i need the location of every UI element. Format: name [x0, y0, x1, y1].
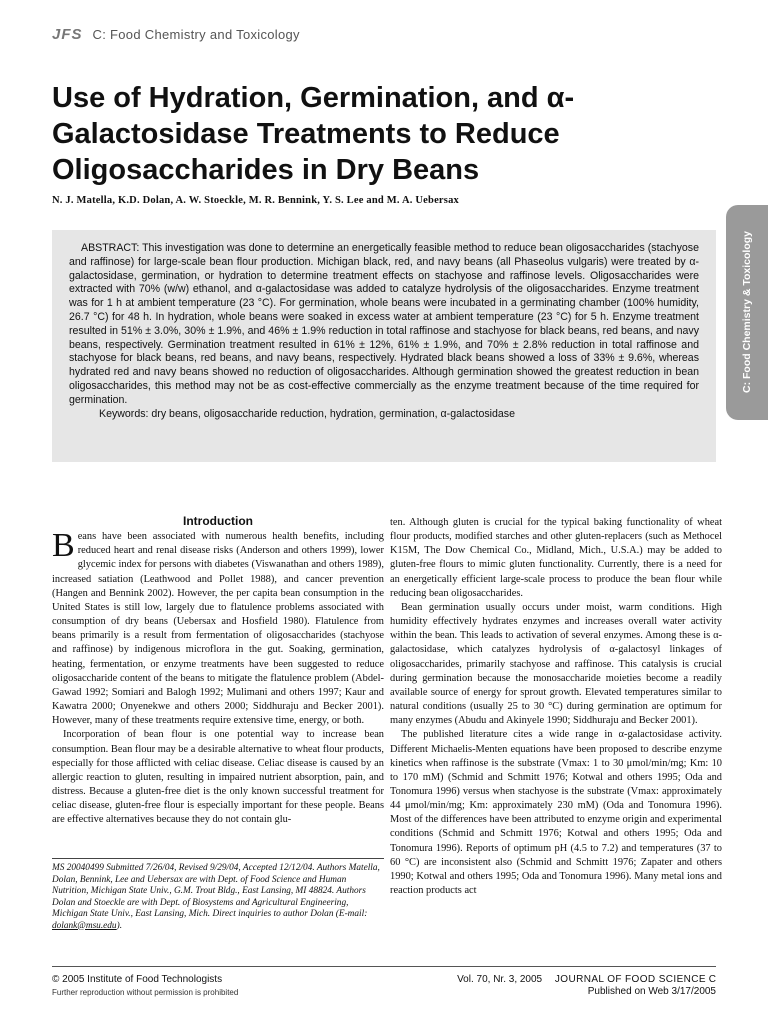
copyright-notice: © 2005 Institute of Food Technologists: [52, 974, 223, 985]
submission-footnote: [52, 858, 384, 932]
keywords: Keywords: dry beans, oligosaccharide reduction, hydration, germination, α-galactosidase: [99, 407, 515, 420]
author-email-link[interactable]: dolank@msu.edu: [52, 920, 117, 931]
section-side-tab: [726, 205, 768, 420]
body-paragraph: ten. Although gluten is crucial for the typical baking functionality of wheat flour products, modified starches and other gluten-replacers (such as Methocel K15M, The Dow Chemical Co., Midland, Mich., U.S.A.) may be added to gluten-free flours to mimic gluten functionality. Currently, there is a need for an energetically efficient large-scale process to produce the bean flour while reducing bean oligosaccharides.: [390, 517, 722, 599]
running-header: [52, 26, 300, 46]
side-tab-label: C: Food Chemistry & Toxicology: [741, 231, 753, 393]
body-paragraph: [52, 527, 384, 728]
footnote-text: MS 20040499 Submitted 7/26/04, Revised 9/29/04, Accepted 12/12/04. Authors Matella, Dolan, Bennink, Lee and Uebersax are with Dept. of Food Science and Human Nutrition, Michigan State Univ., G.M. Trout Bldg., East Lansing, MI 48824. Authors Dolan and Stoeckle are with Dept. of Biosystems and Agricultural Engineering, Michigan State Univ., East Lansing, Mich. Direct inquiries to author Dolan (E-mail:: [52, 863, 380, 919]
journal-logo: JFS: [52, 26, 83, 43]
left-column: [52, 514, 384, 827]
abstract-body: This investigation was done to determine an energetically feasible method to reduce bean oligosaccharides (stachyose and raffinose) for large-scale bean flour production. Michigan black, red, and navy beans (all Phaseolus vulgaris) were treated by α-galactosidase, germination, or hydration to determine treatment effects on stachyose and raffinose levels. Oligosaccharides were extracted with 70% (w/w) ethanol, and α-galactosidase was added to catalyze hydrolysis of the oligosaccharides. Enzyme treatment was for 1 h at ambient temperature (23 °C). For germination, whole beans were incubated in a germinating chamber (100% humidity, 26.7 °C) for 48 h. In hydration, whole beans were soaked in excess water at ambient temperature (23 °C) for 5 h. Enzyme treatment resulted in 51% ± 3.0%, 30% ± 1.9%, and 46% ± 1.9% reduction in total raffinose and stachyose for black beans, red beans, and navy beans, respectively. Germination treatment resulted in 61% ± 12%, 61% ± 1.9%, and 70% ± 2.8% reduction in total raffinose and stachyose for black beans, red beans, and navy beans, respectively. Hydrated black beans showed a loss of 33% ± 9.6%, whereas hydrated red and navy beans showed no reduction of oligosaccharides. Although germination showed the greatest reduction in bean oligosaccharides, this method may not be as cost-effective commercially as the enzyme treatment because of the time required for germination.: [69, 242, 699, 406]
reproduction-notice: Further reproduction without permission is prohibited: [52, 988, 239, 997]
abstract-label: ABSTRACT:: [81, 242, 140, 254]
article-title: Use of Hydration, Germination, and α-Galactosidase Treatments to Reduce Oligosaccharides in Dry Beans: [52, 82, 575, 186]
author-list: N. J. Matella, K.D. Dolan, A. W. Stoeckle, M. R. Bennink, Y. S. Lee and M. A. Uebersax: [52, 195, 459, 206]
footer-divider: [52, 966, 716, 967]
body-paragraph: The published literature cites a wide range in α-galactosidase activity. Different Michaelis-Menten equations have been proposed to describe enzyme kinetics when raffinose is the substrate (Vmax: 1 to 30 μmol/min/mg; Km: 10 to 170 mM) (Schmid and Schmitt 1976; Kotwal and others 1995; Oda and Tonomura 1996) versus when stachyose is the substrate (Vmax: approximately 44 μmol/min/mg; Km: approximately 230 mM) (Oda and Tonomura 1996). Most of the differences have been attributed to enzyme origin and experimental conditions (Schmid and Schmitt 1976; Kotwal and others 1995; Oda and Tonomura 1996). Reports of optimum pH (4.5 to 7.2) and temperatures (37 to 60 °C) are inconsistent also (Schmid and Schmitt 1976; Zapater and others 1990; Kotwal and others 1995; Oda and Tonomura 1996). Many metal ions and reaction products act: [390, 729, 722, 897]
abstract-box: [52, 230, 716, 462]
section-letter: C: [708, 974, 716, 985]
volume-info: Vol. 70, Nr. 3, 2005: [457, 974, 543, 985]
body-paragraph: Incorporation of bean flour is one potential way to increase bean consumption. Bean flour may be a desirable alternative to wheat flour products, especially for those afflicted with celiac disease. Celiac disease is caused by an allergic reaction to gluten, resulting in impaired nutrient absorption, pain, and distress. Because a gluten-free diet is the only known successful treatment for celiac disease, gluten-free flour is especially important for these people. Beans are effective alternatives because they do not contain glu-: [52, 729, 384, 826]
section-name: C: Food Chemistry and Toxicology: [92, 27, 300, 42]
abstract-text: [69, 242, 699, 408]
paragraph-text: eans have been associated with numerous health benefits, including reduced heart and renal disease risks (Anderson and others 1999), lower glycemic index for persons with diabetes (Viswanathan and others 1989), increased satiation (Leathwood and Pollet 1988), and cancer prevention (Hangen and Bennink 2002). However, the per capita bean consumption in the United States is still low, largely due to flatulence problems associated with consumption of dry beans (Uebersax and Hosfield 1980). Flatulence from beans primarily is a result from fermentation of oligosaccharides (stachyose and raffinose) by indigenous microflora in the gut. Soaking, germination, heating, fermentation, or enzyme treatments have been suggested to reduce oligosaccharide content of the beans to mitigate the flatulence problem (Abdel-Gawad 1992; Somiari and Balogh 1992; Mulimani and others 1997; Kaur and Kawatra 2000; Onyenekwe and others 2000; Siddhuraju and Becker 2001). However, many of these treatments require extensive time, energy, or both.: [52, 531, 384, 727]
journal-name: JOURNAL OF FOOD SCIENCE: [554, 974, 706, 985]
right-column: [390, 516, 722, 898]
publication-date: Published on Web 3/17/2005: [587, 986, 716, 997]
footnote-close: ).: [116, 920, 123, 931]
journal-citation: [457, 974, 716, 985]
section-heading-introduction: Introduction: [183, 514, 253, 528]
body-paragraph: Bean germination usually occurs under moist, warm conditions. High humidity effectively hydrates enzymes and increases overall water activity within the bean. This leads to activation of several enzymes. Among these is α-galactosidase, which catalyzes hydrolysis of α-galactosyl linkages of oligosaccharides, primarily stachyose and raffinose. This catalysis is crucial during germination because the monosaccharide moieties become a readily available source of energy for sprout growth. Elevated temperatures similar to natural conditions (usually 25 to 30 °C) during germination are optimum for many enzymes (Abudu and Akinyele 1990; Siddhuraju and Becker 2001).: [390, 601, 722, 727]
drop-cap: B: [52, 527, 75, 565]
